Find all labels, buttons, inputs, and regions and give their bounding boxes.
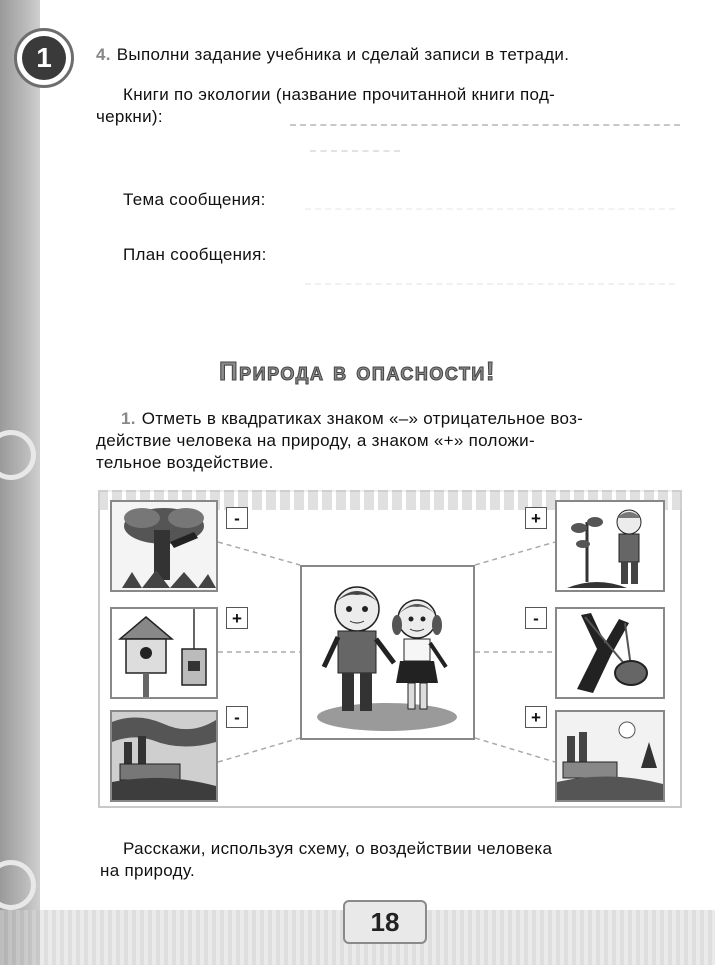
- mark-box-birdhouse[interactable]: +: [226, 607, 248, 629]
- picture-tree-with-axe: [110, 500, 218, 592]
- topic-label: Тема сообщения:: [123, 190, 266, 209]
- footer-line-2: на природу.: [100, 861, 195, 880]
- badge-number: 1: [22, 36, 66, 80]
- picture-boy-and-girl: [300, 565, 475, 740]
- section-title: Природа в опасности!: [218, 356, 497, 386]
- mark-box-slingshot[interactable]: -: [525, 607, 547, 629]
- mark-box-girl-planting-tree[interactable]: +: [525, 507, 547, 529]
- page-number: 18: [343, 900, 427, 944]
- books-line-2: черкни):: [96, 107, 163, 126]
- plan-label: План сообщения:: [123, 245, 267, 264]
- picture-girl-planting-tree: [555, 500, 665, 592]
- picture-factory-smoke: [110, 710, 218, 802]
- task1-line1-text: Отметь в квадратиках знаком «–» отрицательное воз-: [141, 409, 584, 428]
- mark-box-tree-with-axe[interactable]: -: [226, 507, 248, 529]
- mark-box-clean-factory[interactable]: +: [525, 706, 547, 728]
- task1-number: 1.: [121, 409, 136, 428]
- task4-text: Выполни задание учебника и сделай записи в тетради.: [116, 45, 570, 64]
- task1-line-2: действие человека на природу, а знаком «+» положи-: [96, 431, 535, 450]
- task1-line-3: тельное воздействие.: [96, 453, 274, 472]
- mark-box-factory-smoke[interactable]: -: [226, 706, 248, 728]
- footer-line-1: Расскажи, используя схему, о воздействии человека: [123, 839, 553, 858]
- picture-birdhouse-and-feeder: [110, 607, 218, 699]
- picture-slingshot: [555, 607, 665, 699]
- books-line-1: Книги по экологии (название прочитанной книги под-: [123, 85, 556, 104]
- picture-clean-factory: [555, 710, 665, 802]
- task4-number: 4.: [96, 45, 111, 64]
